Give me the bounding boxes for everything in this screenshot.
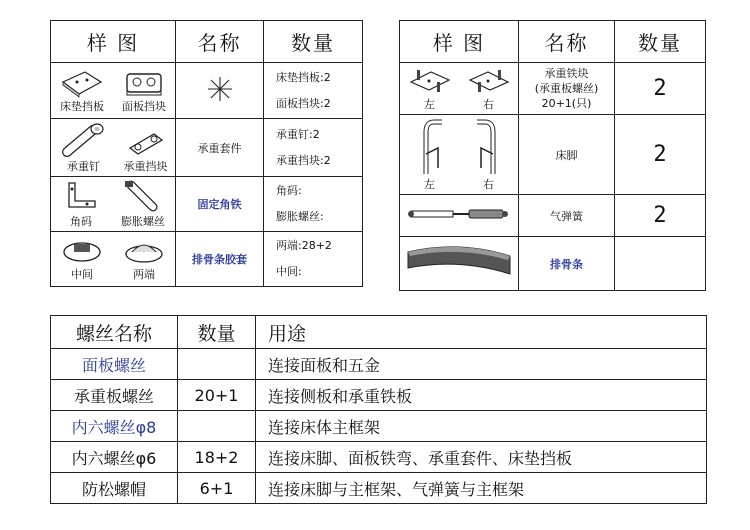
header-sample: 样 图 [51, 21, 176, 63]
screw-name: 面板螺丝 [51, 349, 178, 380]
header-qty: 数量 [178, 316, 256, 349]
bearing-block-icon [124, 128, 168, 174]
middle-cap-icon [60, 236, 104, 282]
screw-qty: 6+1 [178, 473, 256, 504]
name-cell: 排骨条 [519, 237, 615, 291]
sample-cell [400, 115, 519, 195]
header-qty: 数量 [264, 21, 363, 63]
bed-leg-right-icon: 右 [471, 118, 507, 192]
asterisk-icon [207, 76, 233, 102]
panel-block-icon [121, 68, 167, 114]
screw-qty: 18+2 [178, 442, 256, 473]
screw-qty [178, 349, 256, 380]
header-name: 名称 [519, 21, 615, 63]
qty-cell: 2 [615, 195, 706, 237]
screw-name: 内六螺丝φ8 [51, 411, 178, 442]
screw-use: 连接床脚与主框架、气弹簧与主框架 [256, 473, 707, 504]
icon-label: 承重钉 [67, 159, 100, 173]
screw-use: 连接面板和五金 [256, 349, 707, 380]
table-row [51, 177, 363, 232]
table-row [400, 237, 706, 291]
table-row [51, 349, 707, 380]
gas-spring-icon [407, 206, 511, 222]
screw-name: 内六螺丝φ6 [51, 442, 178, 473]
header-sample: 样 图 [400, 21, 519, 63]
qty-cell: 2 [615, 63, 706, 115]
bed-baffle-icon [59, 68, 105, 114]
slat-icon [404, 242, 514, 282]
table-row [51, 442, 707, 473]
icon-label: 承重挡块 [123, 159, 168, 173]
sample-cell [51, 232, 176, 287]
sample-cell [400, 237, 519, 291]
table-row [51, 411, 707, 442]
parts-table-left [50, 20, 363, 287]
sample-cell [51, 63, 176, 119]
end-cap-icon [122, 236, 166, 282]
screw-name: 防松螺帽 [51, 473, 178, 504]
header-qty: 数量 [615, 21, 706, 63]
name-cell: 固定角铁 [176, 177, 264, 232]
screw-table [50, 315, 707, 504]
table-row [51, 63, 363, 119]
table-row [400, 63, 706, 115]
parts-table-right [399, 20, 706, 291]
icon-label: 面板挡块 [122, 99, 166, 113]
name-cell: 床脚 [519, 115, 615, 195]
iron-plate-right-icon: 右 [466, 66, 512, 112]
header-name: 名称 [176, 21, 264, 63]
table-row [51, 473, 707, 504]
sample-cell [400, 63, 519, 115]
table-row [400, 115, 706, 195]
name-cell: 承重套件 [176, 119, 264, 177]
bed-leg-left-icon: 左 [412, 118, 448, 192]
icon-label: 中间 [71, 268, 93, 281]
qty-cell: 床垫挡板:2 面板挡块:2 [264, 63, 363, 119]
name-cell [176, 63, 264, 119]
screw-name: 承重板螺丝 [51, 380, 178, 411]
sample-cell [400, 195, 519, 237]
header-screw-name: 螺丝名称 [51, 316, 178, 349]
iron-plate-left-icon: 左 [407, 66, 453, 112]
qty-cell: 角码: 膨胀螺丝: [264, 177, 363, 232]
sample-cell [51, 177, 176, 232]
qty-cell: 两端:28+2 中间: [264, 232, 363, 287]
screw-qty [178, 411, 256, 442]
icon-label: 膨胀螺丝 [121, 215, 165, 228]
table-row [51, 119, 363, 177]
name-cell: 气弹簧 [519, 195, 615, 237]
expansion-screw-icon [121, 179, 165, 229]
bearing-nail-icon [59, 122, 109, 174]
table-row [51, 380, 707, 411]
screw-use: 连接侧板和承重铁板 [256, 380, 707, 411]
sample-cell [51, 119, 176, 177]
screw-qty: 20+1 [178, 380, 256, 411]
table-row [51, 232, 363, 287]
screw-use: 连接床体主框架 [256, 411, 707, 442]
corner-bracket-icon [61, 179, 101, 229]
qty-cell: 承重钉:2 承重挡块:2 [264, 119, 363, 177]
qty-cell [615, 237, 706, 291]
icon-label: 床垫挡板 [60, 99, 104, 113]
name-cell: 排骨条胶套 [176, 232, 264, 287]
header-use: 用途 [256, 316, 707, 349]
qty-cell: 2 [615, 115, 706, 195]
screw-use: 连接床脚、面板铁弯、承重套件、床垫挡板 [256, 442, 707, 473]
icon-label: 角码 [70, 215, 92, 228]
table-row [400, 195, 706, 237]
icon-label: 两端 [133, 268, 155, 281]
name-cell: 承重铁块 (承重板螺丝) 20+1(只) [519, 63, 615, 115]
